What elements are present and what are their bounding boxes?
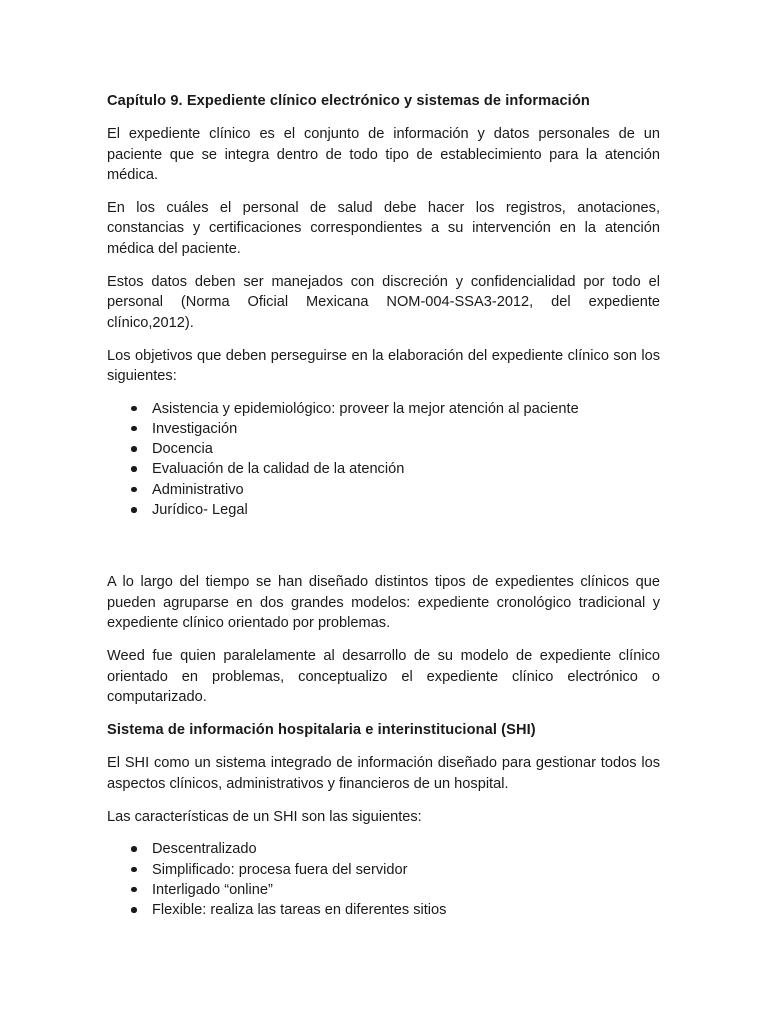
paragraph: Weed fue quien paralelamente al desarrollo de su modelo de expediente clínico orientado en problemas, conceptualizo el expediente clínico electrónico o computarizado. <box>107 648 660 705</box>
list-item: Investigación <box>107 419 660 439</box>
paragraph: Los objetivos que deben perseguirse en la elaboración del expediente clínico son los siguientes: <box>107 347 660 385</box>
list-item: Simplificado: procesa fuera del servidor <box>107 860 660 880</box>
objectives-list <box>107 399 660 521</box>
paragraph: Las características de un SHI son las siguientes: <box>107 809 422 826</box>
section-title: Sistema de información hospitalaria e interinstitucional (SHI) <box>107 722 536 739</box>
list-item: Docencia <box>107 439 660 459</box>
characteristics-list <box>107 839 660 920</box>
paragraph: A lo largo del tiempo se han diseñado distintos tipos de expedientes clínicos que pueden agruparse en dos grandes modelos: expediente cronológico tradicional y expediente clínico orientado por problemas. <box>107 574 660 631</box>
list-item: Flexible: realiza las tareas en diferentes sitios <box>107 900 660 920</box>
paragraph: En los cuáles el personal de salud debe hacer los registros, anotaciones, constancias y certificaciones correspondientes a su intervención en la atención médica del paciente. <box>107 200 660 257</box>
chapter-title: Capítulo 9. Expediente clínico electrónico y sistemas de información <box>107 93 590 109</box>
list-item: Interligado “online” <box>107 880 660 900</box>
paragraph: Estos datos deben ser manejados con discreción y confidencialidad por todo el personal (Norma Oficial Mexicana NOM-004-SSA3-2012, del expediente clínico,2012). <box>107 274 660 331</box>
list-item: Jurídico- Legal <box>107 500 660 520</box>
list-item: Asistencia y epidemiológico: proveer la mejor atención al paciente <box>107 399 660 419</box>
document-page <box>107 91 660 921</box>
paragraph: El SHI como un sistema integrado de información diseñado para gestionar todos los aspectos clínicos, administrativos y financieros de un hospital. <box>107 755 660 792</box>
list-item: Administrativo <box>107 480 660 500</box>
paragraph: El expediente clínico es el conjunto de información y datos personales de un paciente que se integra dentro de todo tipo de establecimiento para la atención médica. <box>107 126 660 183</box>
list-item: Descentralizado <box>107 839 660 859</box>
list-item: Evaluación de la calidad de la atención <box>107 459 660 479</box>
